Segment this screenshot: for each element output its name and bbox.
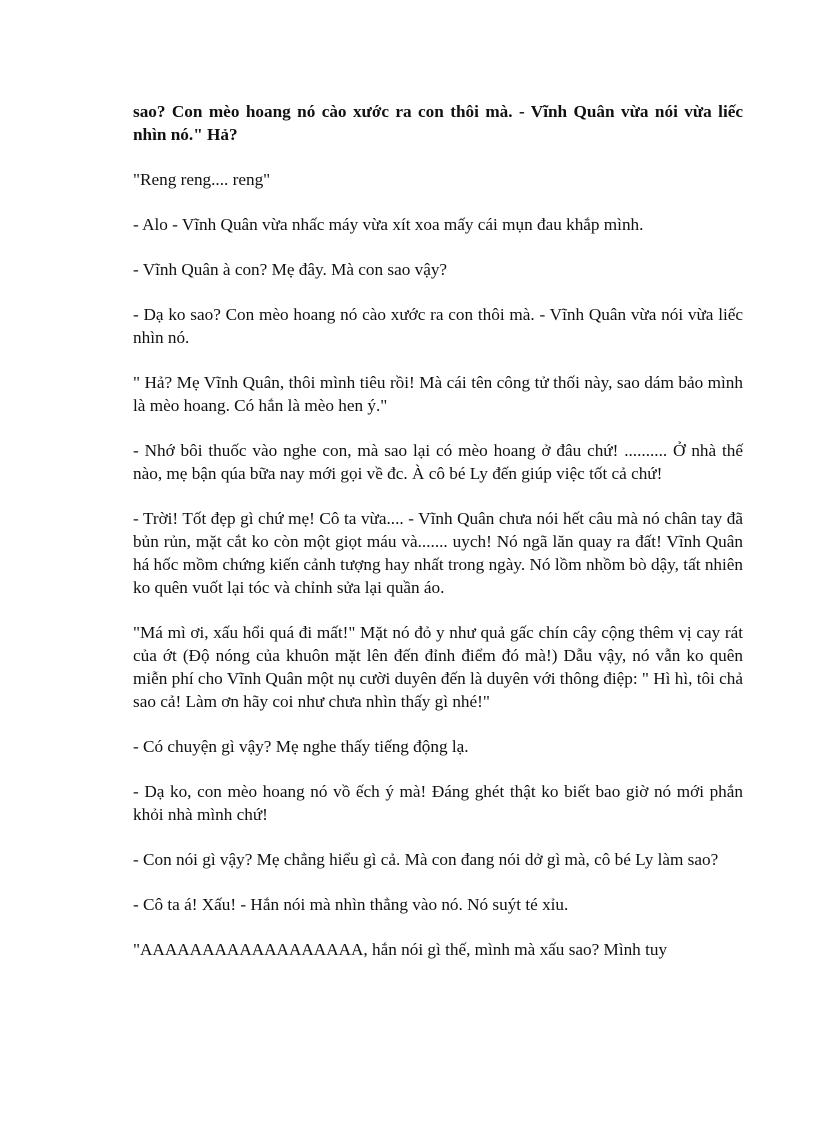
paragraph-11: - Dạ ko, con mèo hoang nó vồ ếch ý mà! Đáng ghét thật ko biết bao giờ nó mới phắn khỏi nhà mình chứ! <box>133 782 743 824</box>
paragraph-7: - Nhớ bôi thuốc vào nghe con, mà sao lại có mèo hoang ở đâu chứ! .......... Ở nhà thế nào, mẹ bận qúa bữa nay mới gọi về đc. À cô bé Ly đến giúp việc tốt cả chứ! <box>133 441 743 483</box>
paragraph-8: - Trời! Tốt đẹp gì chứ mẹ! Cô ta vừa.... - Vĩnh Quân chưa nói hết câu mà nó chân tay đã bủn rủn, mặt cắt ko còn một giọt máu và....... uych! Nó ngã lăn quay ra đất! Vĩnh Quân há hốc mồm chứng kiến cảnh tượng hay nhất trong ngày. Nó lồm nhồm bò dậy, tất nhiên ko quên vuốt lại tóc và chỉnh sửa lại quần áo. <box>133 509 743 597</box>
paragraph-13: - Cô ta á! Xấu! - Hắn nói mà nhìn thẳng vào nó. Nó suýt té xỉu. <box>133 895 569 914</box>
paragraph-5: - Dạ ko sao? Con mèo hoang nó cào xước ra con thôi mà. - Vĩnh Quân vừa nói vừa liếc nhìn nó. <box>133 305 743 347</box>
paragraph-12: - Con nói gì vậy? Mẹ chẳng hiểu gì cả. Mà con đang nói dở gì mà, cô bé Ly làm sao? <box>133 850 719 869</box>
paragraph-2: "Reng reng.... reng" <box>133 170 271 189</box>
document-body <box>133 100 743 961</box>
paragraph-9: "Má mì ơi, xấu hổi quá đi mất!" Mặt nó đỏ y như quả gấc chín cây cộng thêm vị cay rát của ớt (Độ nóng của khuôn mặt lên đến đỉnh điểm đó mà!) Dẫu vậy, nó vẫn ko quên miễn phí cho Vĩnh Quân một nụ cười duyên đến là duyên với thông điệp: " Hì hì, tôi chả sao cả! Làm ơn hãy coi như chưa nhìn thấy gì nhé!" <box>133 623 743 711</box>
paragraph-1: sao? Con mèo hoang nó cào xước ra con thôi mà. - Vĩnh Quân vừa nói vừa liếc nhìn nó." Hả? <box>133 102 743 144</box>
paragraph-6: " Hả? Mẹ Vĩnh Quân, thôi mình tiêu rồi! Mà cái tên công tử thối này, sao dám bảo mình là mèo hoang. Có hắn là mèo hen ý." <box>133 373 743 415</box>
paragraph-4: - Vĩnh Quân à con? Mẹ đây. Mà con sao vậy? <box>133 260 448 279</box>
paragraph-14: "AAAAAAAAAAAAAAAAAA, hắn nói gì thế, mình mà xấu sao? Mình tuy <box>133 940 668 959</box>
paragraph-3: - Alo - Vĩnh Quân vừa nhấc máy vừa xít xoa mấy cái mụn đau khắp mình. <box>133 215 644 234</box>
paragraph-10: - Có chuyện gì vậy? Mẹ nghe thấy tiếng động lạ. <box>133 737 469 756</box>
